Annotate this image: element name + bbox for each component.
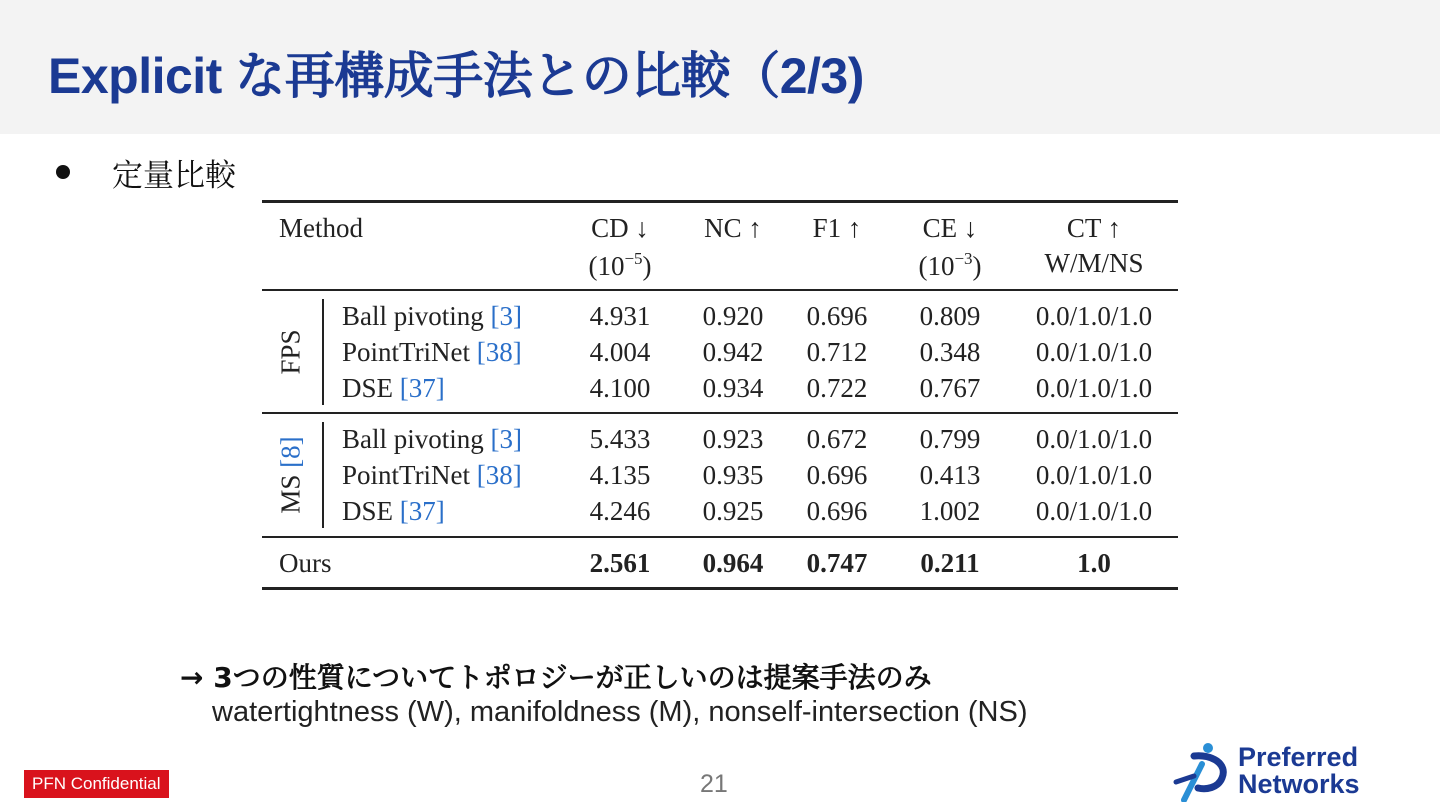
cell-ce: 0.413 xyxy=(919,460,981,490)
cell-ct: 0.0/1.0/1.0 xyxy=(1035,373,1153,403)
header-method: Method xyxy=(279,213,363,243)
header-ce: CE ↓ xyxy=(922,213,978,243)
cell-ce: 1.002 xyxy=(919,496,981,526)
table-row-method: Ball pivoting [3] xyxy=(342,424,522,454)
cell-ct: 0.0/1.0/1.0 xyxy=(1035,424,1153,454)
cell-ce: 0.348 xyxy=(919,337,981,367)
header-ct-sub: W/M/NS xyxy=(1044,248,1144,278)
header-cd: CD ↓ xyxy=(591,213,649,243)
header-nc: NC ↑ xyxy=(704,213,762,243)
conclusion-text: → 3つの性質についてトポロジーが正しいのは提案手法のみ xyxy=(180,661,932,694)
cell-f1: 0.696 xyxy=(806,496,868,526)
table-row-method: Ball pivoting [3] xyxy=(342,301,522,331)
cell-f1: 0.696 xyxy=(806,301,868,331)
table-row-method: PointTriNet [38] xyxy=(342,460,522,490)
cell-ct: 0.0/1.0/1.0 xyxy=(1035,496,1153,526)
cell-nc: 0.935 xyxy=(702,460,764,490)
cell-ct: 0.0/1.0/1.0 xyxy=(1035,337,1153,367)
cell-cd: 4.246 xyxy=(589,496,651,526)
cell-cd: 4.931 xyxy=(589,301,651,331)
bullet-item xyxy=(56,150,236,194)
cell-nc: 0.923 xyxy=(702,424,764,454)
properties-text: watertightness (W), manifoldness (M), nonself-intersection (NS) xyxy=(212,696,1028,728)
table-header-rule xyxy=(262,289,1178,291)
bullet-dot-icon xyxy=(56,165,70,179)
cell-ce: 0.799 xyxy=(919,424,981,454)
ours-ce: 0.211 xyxy=(920,548,980,578)
cell-ce: 0.767 xyxy=(919,373,981,403)
cell-ct: 0.0/1.0/1.0 xyxy=(1035,301,1153,331)
table-bottom-rule xyxy=(262,587,1178,590)
ours-f1: 0.747 xyxy=(806,548,868,578)
cell-ct: 0.0/1.0/1.0 xyxy=(1035,460,1153,490)
header-ce-unit: $(10^{-3})$ xyxy=(918,249,982,281)
ours-nc: 0.964 xyxy=(702,548,764,578)
cell-f1: 0.672 xyxy=(806,424,868,454)
group-label-fps: FPS xyxy=(275,329,306,375)
cell-cd: 4.004 xyxy=(589,337,651,367)
cell-f1: 0.722 xyxy=(806,373,868,403)
cell-f1: 0.696 xyxy=(806,460,868,490)
ours-method: Ours xyxy=(279,548,332,578)
table-row-method: DSE [37] xyxy=(342,496,445,526)
bullet-text: 定量比較 xyxy=(112,157,236,193)
page-number: 21 xyxy=(700,770,728,798)
cell-nc: 0.934 xyxy=(702,373,764,403)
table-row-method: DSE [37] xyxy=(342,373,445,403)
table-group-rule xyxy=(262,412,1178,414)
cell-cd: 5.433 xyxy=(589,424,651,454)
table-top-rule xyxy=(262,200,1178,203)
header-f1: F1 ↑ xyxy=(812,213,862,243)
pfn-logo xyxy=(1172,742,1422,802)
group-divider xyxy=(322,299,324,405)
group-label-ms: MS [8] xyxy=(275,436,306,514)
cell-cd: 4.135 xyxy=(589,460,651,490)
header-ct: CT ↑ xyxy=(1066,213,1122,243)
cell-f1: 0.712 xyxy=(806,337,868,367)
header-cd-unit: $(10^{-5})$ xyxy=(588,249,652,281)
ours-cd: 2.561 xyxy=(589,548,651,578)
pfn-logo-icon xyxy=(1172,742,1236,802)
cell-nc: 0.942 xyxy=(702,337,764,367)
cell-nc: 0.925 xyxy=(702,496,764,526)
slide-header xyxy=(0,0,1440,134)
logo-wordmark: Preferred Networks xyxy=(1238,742,1360,799)
cell-cd: 4.100 xyxy=(589,373,651,403)
group-divider xyxy=(322,422,324,528)
ours-ct: 1.0 xyxy=(1077,548,1111,578)
table-ours-rule xyxy=(262,536,1178,538)
cell-nc: 0.920 xyxy=(702,301,764,331)
confidential-badge: PFN Confidential xyxy=(24,770,169,798)
comparison-table xyxy=(262,200,1178,590)
table-row-method: PointTriNet [38] xyxy=(342,337,522,367)
slide-title: Explicit な再構成手法との比較（2/3) xyxy=(48,48,864,104)
cell-ce: 0.809 xyxy=(919,301,981,331)
